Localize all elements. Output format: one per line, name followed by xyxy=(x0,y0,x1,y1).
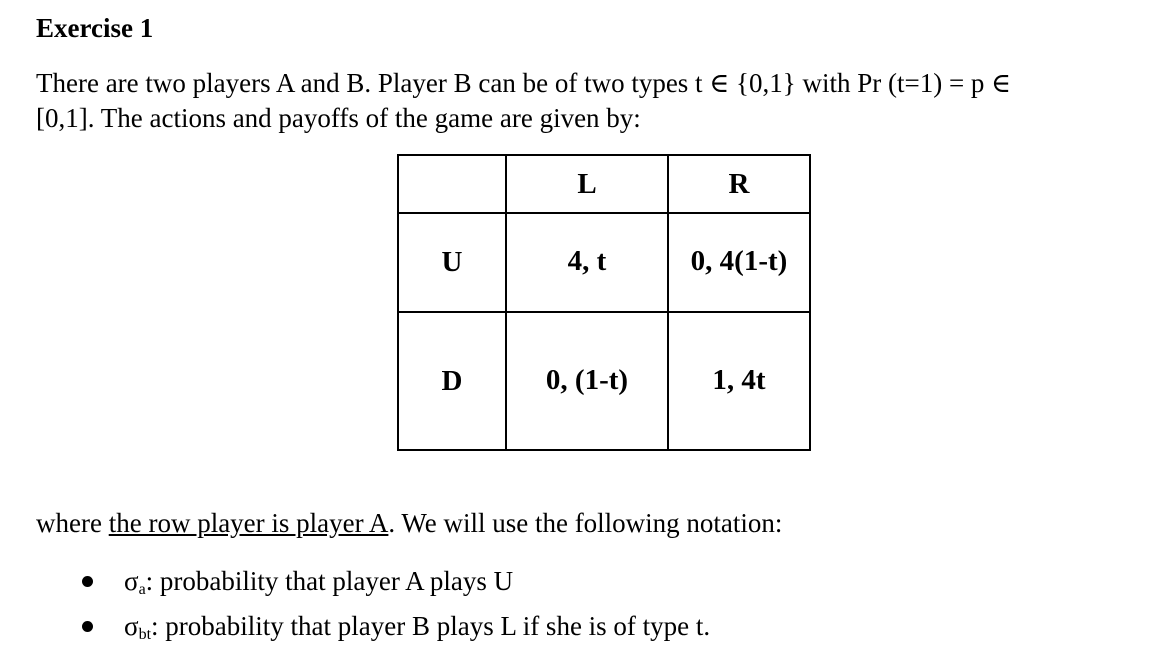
payoff-matrix xyxy=(397,154,811,451)
payoff-cell-d-r: 1, 4t xyxy=(668,312,810,450)
exercise-title: Exercise 1 xyxy=(36,13,154,43)
bullet-icon xyxy=(82,621,93,632)
notation-prefix: where xyxy=(36,508,109,538)
notation-list xyxy=(82,563,710,653)
header-col-r: R xyxy=(668,155,810,213)
notation-item-sigma-a xyxy=(82,563,710,608)
sigma-subscript: a xyxy=(138,581,146,598)
sigma-symbol: σ xyxy=(124,566,139,596)
exercise-intro xyxy=(36,66,1146,136)
notation-item-text: : probability that player B plays L if she is of type t. xyxy=(151,611,711,641)
notation-item-sigma-bt xyxy=(82,608,710,653)
payoff-row-d xyxy=(398,312,810,450)
payoff-cell-u-l: 4, t xyxy=(506,213,668,312)
intro-line-2: [0,1]. The actions and payoffs of the game are given by: xyxy=(36,103,641,133)
row-label-d: D xyxy=(398,312,506,450)
bullet-icon xyxy=(82,576,93,587)
row-label-u: U xyxy=(398,213,506,312)
payoff-header-row xyxy=(398,155,810,213)
header-col-l: L xyxy=(506,155,668,213)
payoff-row-u xyxy=(398,213,810,312)
intro-line-1: There are two players A and B. Player B can be of two types t ∈ {0,1} with Pr (t=1) = p ∈ xyxy=(36,68,1012,98)
notation-suffix: . We will use the following notation: xyxy=(388,508,783,538)
notation-item-text: : probability that player A plays U xyxy=(145,566,514,596)
sigma-subscript: bt xyxy=(138,626,152,643)
notation-underlined: the row player is player A xyxy=(108,508,389,538)
payoff-cell-d-l: 0, (1-t) xyxy=(506,312,668,450)
header-corner-cell xyxy=(398,155,506,213)
payoff-cell-u-r: 0, 4(1-t) xyxy=(668,213,810,312)
sigma-symbol: σ xyxy=(124,611,139,641)
notation-intro xyxy=(36,506,782,541)
